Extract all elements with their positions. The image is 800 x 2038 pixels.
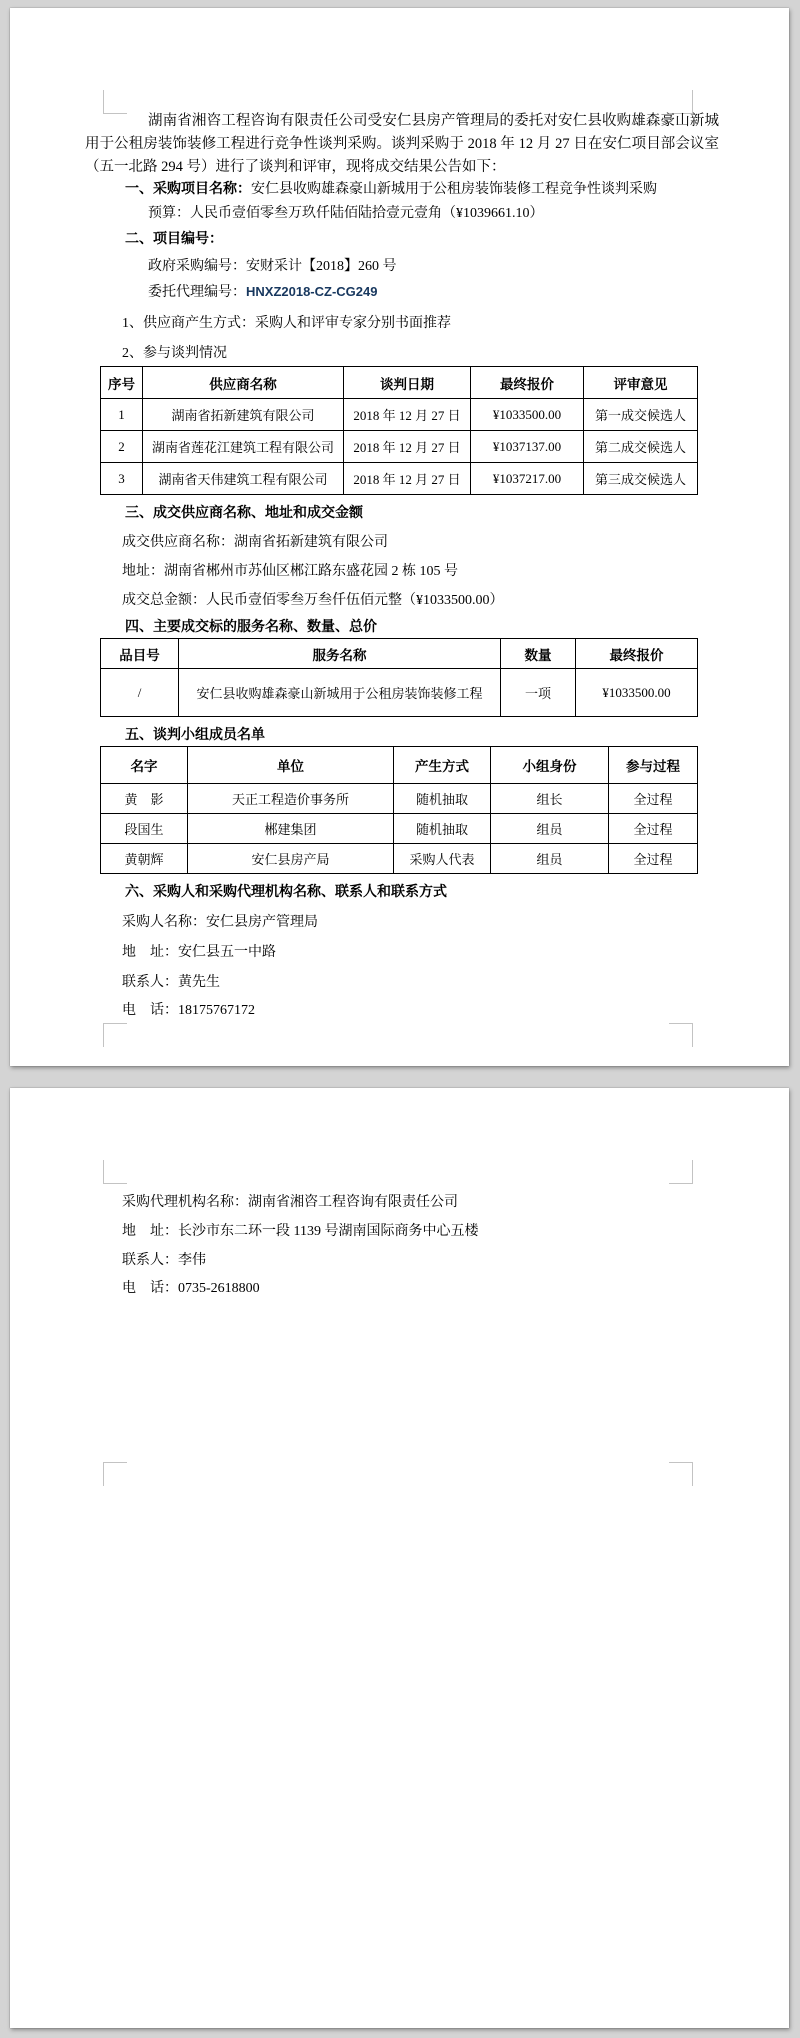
table-header-row bbox=[101, 367, 698, 399]
section1-title-line bbox=[125, 180, 657, 200]
cell-member-org: 郴建集团 bbox=[188, 814, 394, 844]
cell-seq: 2 bbox=[101, 431, 143, 463]
section3-title: 三、成交供应商名称、地址和成交金额 bbox=[125, 506, 363, 521]
section1-label: 一、采购项目名称： bbox=[125, 182, 251, 197]
col-header: 产生方式 bbox=[394, 747, 491, 784]
cell-seq: 3 bbox=[101, 463, 143, 495]
agency-contact-line: 联系人：李伟 bbox=[122, 1253, 206, 1268]
section4-title: 四、主要成交标的服务名称、数量、总价 bbox=[125, 620, 377, 635]
purchaser-name-line: 采购人名称：安仁县房产管理局 bbox=[122, 915, 318, 930]
cell-member-scope: 全过程 bbox=[609, 844, 698, 874]
cell-member-origin: 采购人代表 bbox=[394, 844, 491, 874]
col-header: 品目号 bbox=[101, 639, 179, 669]
cell-member-role: 组员 bbox=[491, 814, 609, 844]
winner-address-line: 地址：湖南省郴州市苏仙区郴江路东盛花园 2 栋 105 号 bbox=[122, 564, 458, 579]
cell-member-name: 段国生 bbox=[101, 814, 188, 844]
cell-supplier: 湖南省拓新建筑有限公司 bbox=[143, 399, 344, 431]
cell-review: 第三成交候选人 bbox=[584, 463, 698, 495]
agency-code-label: 委托代理编号： bbox=[148, 285, 246, 300]
winner-name-line: 成交供应商名称：湖南省拓新建筑有限公司 bbox=[122, 535, 388, 550]
cell-item-no: / bbox=[101, 669, 179, 717]
cell-member-role: 组员 bbox=[491, 844, 609, 874]
col-header: 序号 bbox=[101, 367, 143, 399]
cell-member-name: 黄朝辉 bbox=[101, 844, 188, 874]
cell-member-origin: 随机抽取 bbox=[394, 784, 491, 814]
section5-title: 五、谈判小组成员名单 bbox=[125, 728, 265, 743]
cell-price: ¥1033500.00 bbox=[471, 399, 584, 431]
crop-mark-top-right bbox=[669, 1160, 693, 1184]
cell-member-origin: 随机抽取 bbox=[394, 814, 491, 844]
section6-title: 六、采购人和采购代理机构名称、联系人和联系方式 bbox=[125, 885, 447, 900]
cell-member-name: 黄 影 bbox=[101, 784, 188, 814]
col-header: 单位 bbox=[188, 747, 394, 784]
cell-review: 第二成交候选人 bbox=[584, 431, 698, 463]
cell-quantity: 一项 bbox=[501, 669, 576, 717]
cell-service-name: 安仁县收购雄森豪山新城用于公租房装饰装修工程 bbox=[179, 669, 501, 717]
cell-member-org: 安仁县房产局 bbox=[188, 844, 394, 874]
panel-members-table bbox=[100, 746, 698, 874]
crop-mark-bottom-left bbox=[103, 1462, 127, 1486]
table-row bbox=[101, 399, 698, 431]
cell-member-org: 天正工程造价事务所 bbox=[188, 784, 394, 814]
agency-phone-line: 电 话：0735-2618800 bbox=[122, 1281, 260, 1296]
participation-table bbox=[100, 366, 698, 495]
cell-supplier: 湖南省天伟建筑工程有限公司 bbox=[143, 463, 344, 495]
cell-supplier: 湖南省莲花江建筑工程有限公司 bbox=[143, 431, 344, 463]
cell-member-scope: 全过程 bbox=[609, 814, 698, 844]
cell-date: 2018 年 12 月 27 日 bbox=[344, 399, 471, 431]
cell-date: 2018 年 12 月 27 日 bbox=[344, 431, 471, 463]
table-row bbox=[101, 669, 698, 717]
intro-paragraph: 湖南省湘咨工程咨询有限责任公司受安仁县房产管理局的委托对安仁县收购雄森豪山新城用于公租房装饰装修工程进行竞争性谈判采购。谈判采购于 2018 年 12 月 27 日在安仁项目部会议室（五一北路 294 号）进行了谈判和评审，现将成交结果公告如下： bbox=[85, 113, 719, 175]
col-header: 供应商名称 bbox=[143, 367, 344, 399]
col-header: 参与过程 bbox=[609, 747, 698, 784]
cell-member-role: 组长 bbox=[491, 784, 609, 814]
cell-price: ¥1037217.00 bbox=[471, 463, 584, 495]
table-row bbox=[101, 814, 698, 844]
gov-procurement-code-line: 政府采购编号：安财采计【2018】260 号 bbox=[148, 259, 397, 274]
section1-project-name: 安仁县收购雄森豪山新城用于公租房装饰装修工程竞争性谈判采购 bbox=[251, 182, 657, 197]
col-header: 最终报价 bbox=[471, 367, 584, 399]
award-item-table bbox=[100, 638, 698, 717]
purchaser-address-line: 地 址：安仁县五一中路 bbox=[122, 945, 276, 960]
col-header: 名字 bbox=[101, 747, 188, 784]
cell-final-price: ¥1033500.00 bbox=[576, 669, 698, 717]
cell-seq: 1 bbox=[101, 399, 143, 431]
agency-address-line: 地 址：长沙市东二环一段 1139 号湖南国际商务中心五楼 bbox=[122, 1224, 479, 1239]
agency-name-line: 采购代理机构名称：湖南省湘咨工程咨询有限责任公司 bbox=[122, 1195, 458, 1210]
crop-mark-top-left bbox=[103, 1160, 127, 1184]
crop-mark-bottom-left bbox=[103, 1023, 127, 1047]
agency-code-value: HNXZ2018-CZ-CG249 bbox=[246, 284, 378, 299]
table-row bbox=[101, 431, 698, 463]
purchaser-phone-line: 电 话：18175767172 bbox=[122, 1003, 255, 1018]
section2-title: 二、项目编号： bbox=[125, 232, 223, 247]
winner-amount-line: 成交总金额：人民币壹佰零叁万叁仟伍佰元整（¥1033500.00） bbox=[122, 593, 504, 608]
cell-review: 第一成交候选人 bbox=[584, 399, 698, 431]
purchaser-contact-line: 联系人：黄先生 bbox=[122, 975, 220, 990]
supplier-origin-line: 1、供应商产生方式：采购人和评审专家分别书面推荐 bbox=[122, 316, 451, 331]
document-page-1 bbox=[10, 8, 789, 1066]
col-header: 小组身份 bbox=[491, 747, 609, 784]
col-header: 服务名称 bbox=[179, 639, 501, 669]
table-row bbox=[101, 844, 698, 874]
cell-date: 2018 年 12 月 27 日 bbox=[344, 463, 471, 495]
document-page-2 bbox=[10, 1088, 789, 2028]
table-header-row bbox=[101, 639, 698, 669]
col-header: 最终报价 bbox=[576, 639, 698, 669]
table-row bbox=[101, 784, 698, 814]
crop-mark-bottom-right bbox=[669, 1462, 693, 1486]
table-header-row bbox=[101, 747, 698, 784]
col-header: 评审意见 bbox=[584, 367, 698, 399]
budget-line: 预算：人民币壹佰零叁万玖仟陆佰陆拾壹元壹角（¥1039661.10） bbox=[148, 206, 544, 221]
participation-caption: 2、参与谈判情况 bbox=[122, 346, 227, 361]
crop-mark-bottom-right bbox=[669, 1023, 693, 1047]
cell-price: ¥1037137.00 bbox=[471, 431, 584, 463]
col-header: 数量 bbox=[501, 639, 576, 669]
col-header: 谈判日期 bbox=[344, 367, 471, 399]
table-row bbox=[101, 463, 698, 495]
cell-member-scope: 全过程 bbox=[609, 784, 698, 814]
agency-code-line bbox=[148, 282, 378, 303]
